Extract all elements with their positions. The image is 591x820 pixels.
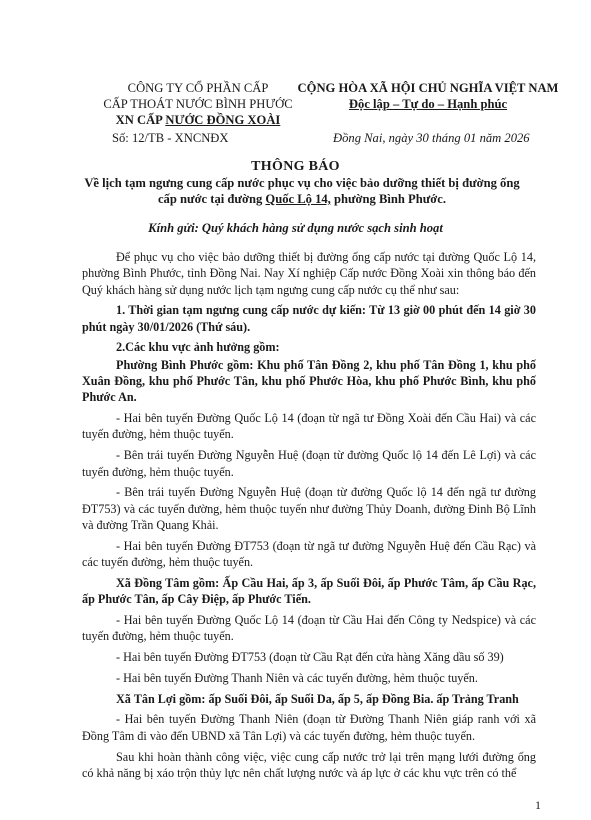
subtitle-line2: cấp nước tại đường Quốc Lộ 14, phường Bình Phước. [157,192,447,206]
motto: Độc lập – Tự do – Hạnh phúc [348,97,508,111]
list-item: - Bên trái tuyến Đường Nguyễn Huệ (đoạn từ đường Quốc lộ 14 đến ngã tư đường ĐT753) và các tuyến đường, hẻm thuộc tuyến như đường Thủy Doanh, đường Đinh Bộ Lĩnh và đường Trần Quang Khải. [82,485,536,532]
unit-name: XN CẤP NƯỚC ĐỒNG XOÀI [115,113,281,127]
list-item: - Hai bên tuyến Đường Quốc Lộ 14 (đoạn từ ngã tư Đồng Xoài đến Cầu Hai) và các tuyến đường, hẻm thuộc tuyến. [82,411,536,442]
ward-binh-phuoc-title: Phường Bình Phước gồm: Khu phố Tân Đồng 2, khu phố Tân Đồng 1, khu phố Xuân Đồng, khu phố Phước Tân, khu phố Phước Hòa, khu phố Phước Bình, khu phố Phước An. [82,357,536,405]
page-number: 1 [535,798,541,812]
closing-paragraph: Sau khi hoàn thành công việc, việc cung cấp nước trở lại trên mạng lưới đường ống có khả năng bị xáo trộn thủy lực nên chất lượng nước và áp lực ở các khu vực trên có thể [82,749,536,780]
company-name-line1: CÔNG TY CỔ PHẦN CẤP [127,81,269,95]
ward-tan-loi-title: Xã Tân Lợi gồm: ấp Suối Đôi, ấp Suối Da, ấp 5, ấp Đồng Bia. ấp Trảng Tranh [116,691,519,706]
list-item: - Hai bên tuyến Đường ĐT753 (đoạn từ ngã tư đường Nguyễn Huệ đến Cầu Rạc) và các tuyến đường, hẻm thuộc tuyến. [82,538,536,570]
subtitle-road-underlined: Quốc Lộ 14, [265,192,331,206]
list-item: - Bên trái tuyến Đường Nguyễn Huệ (đoạn từ đường Quốc lộ 14 đến Lê Lợi) và các tuyến đường, hẻm thuộc tuyến. [82,448,536,479]
list-item: - Hai bên tuyến Đường ĐT753 (đoạn từ Cầu Rạt đến cửa hàng Xăng dầu số 39) [116,650,504,665]
document-subtitle [82,175,522,207]
document-date: Đồng Nai, ngày 30 tháng 01 năm 2026 [333,131,530,145]
list-item: - Hai bên tuyến Đường Quốc Lộ 14 (đoạn từ Cầu Hai đến Công ty Nedspice) và các tuyến đường, hẻm thuộc tuyến. [82,612,536,644]
section-areas: 2.Các khu vực ảnh hưởng gồm: [116,340,280,355]
greeting: Kính gửi: Quý khách hàng sử dụng nước sạch sinh hoạt [148,221,443,235]
nation-name: CỘNG HÒA XÃ HỘI CHỦ NGHĨA VIỆT NAM [297,81,559,95]
unit-name-underlined: NƯỚC ĐỒNG XOÀI [165,113,281,127]
document-title: THÔNG BÁO [251,159,340,174]
list-item: - Hai bên tuyến Đường Thanh Niên và các tuyến đường, hẻm thuộc tuyến. [116,670,478,685]
company-name-line2: CẤP THOÁT NƯỚC BÌNH PHƯỚC [103,97,293,111]
document-number: Số: 12/TB - XNCNĐX [112,131,229,145]
document-body [82,249,536,786]
section-time: 1. Thời gian tạm ngưng cung cấp nước dự kiến: Từ 13 giờ 00 phút đến 14 giờ 30 phút ngày 30/01/2026 (Thứ sáu). [82,303,536,334]
issuer-block [98,80,298,128]
subtitle-line1: Về lịch tạm ngưng cung cấp nước phục vụ cho việc bảo dưỡng thiết bị đường ống [84,176,520,190]
list-item: - Hai bên tuyến Đường Thanh Niên (đoạn từ Đường Thanh Niên giáp ranh với xã Đồng Tâm đi vào đến UBND xã Tân Lợi) và các tuyến đường, hẻm thuộc tuyến. [82,712,536,743]
intro-paragraph: Để phục vụ cho việc bảo dưỡng thiết bị đường ống cấp nước tại đường Quốc Lộ 14, phường Bình Phước, tỉnh Đồng Nai. Nay Xí nghiệp Cấp nước Đồng Xoài xin thông báo đến Quý khách hàng sử dụng nước lịch tạm ngưng cung cấp nước cụ thể như sau: [82,250,536,297]
national-header [282,80,574,112]
ward-dong-tam-title: Xã Đồng Tâm gồm: Ấp Cầu Hai, ấp 3, ấp Suối Đôi, ấp Phước Tâm, ấp Cầu Rạc, ấp Phước Tân, ấp Cây Điệp, ấp Phước Tiến. [82,575,536,607]
